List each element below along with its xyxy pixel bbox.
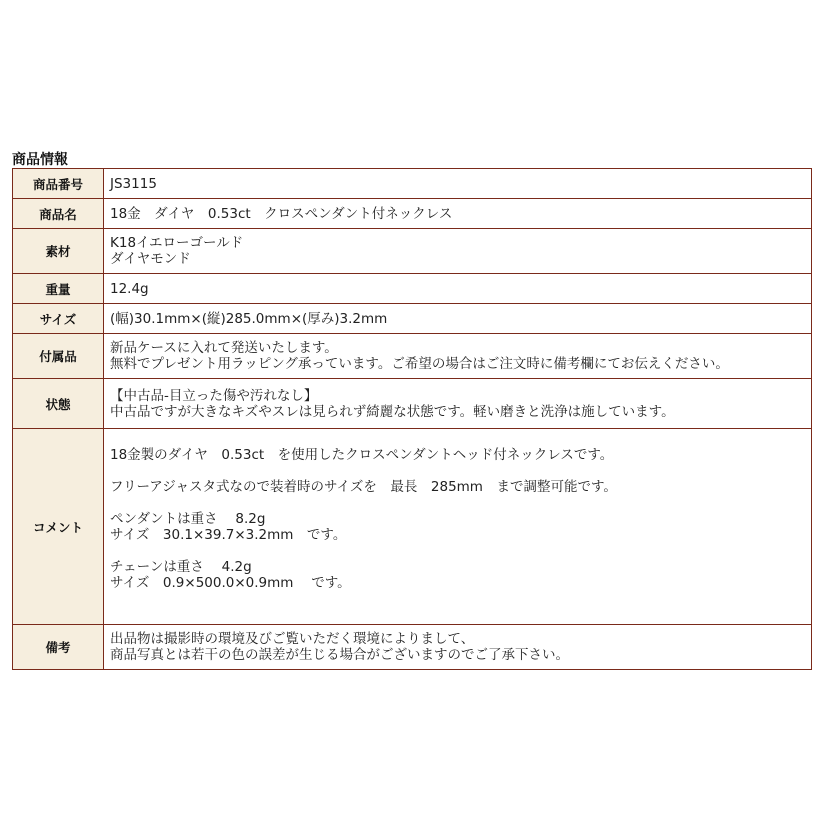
material-value [104,229,812,274]
row-label: 素材 [13,229,104,274]
row-label: 付属品 [13,334,104,379]
condition-value [104,379,812,429]
condition-line: 【中古品-目立った傷や汚れなし】 [110,387,318,404]
table-row [13,199,812,229]
accessories-line: 新品ケースに入れて発送いたします。 [110,340,338,356]
product-number: JS3115 [104,169,812,199]
comment-line: チェーンは重さ 4.2g [110,559,252,575]
table-row [13,169,812,199]
table-row [13,334,812,379]
table-row [13,625,812,670]
comment-line: ペンダントは重さ 8.2g [110,511,266,527]
comment-line: サイズ 0.9×500.0×0.9mm です。 [110,575,351,591]
remarks-line: 商品写真とは若干の色の誤差が生じる場合がございますのでご了承下さい。 [110,647,569,663]
table-row [13,304,812,334]
row-label: 備考 [13,625,104,670]
section-title: 商品情報 [12,152,68,168]
comment-line: 18金製のダイヤ 0.53ct を使用したクロスペンダントヘッド付ネックレスです。 [110,447,614,463]
row-label: サイズ [13,304,104,334]
accessories-value [104,334,812,379]
row-label: 状態 [13,379,104,429]
row-label: 商品名 [13,199,104,229]
weight-value: 12.4g [104,274,812,304]
material-line: ダイヤモンド [110,251,191,267]
remarks-line: 出品物は撮影時の環境及びご覧いただく環境によりまして、 [110,631,475,647]
comment-line: サイズ 30.1×39.7×3.2mm です。 [110,527,347,543]
size-value: (幅)30.1mm×(縦)285.0mm×(厚み)3.2mm [104,304,812,334]
table-row [13,274,812,304]
product-name: 18金 ダイヤ 0.53ct クロスペンダント付ネックレス [104,199,812,229]
row-label: 商品番号 [13,169,104,199]
table-row [13,229,812,274]
table-row [13,429,812,625]
product-info-table [12,168,812,670]
row-label: 重量 [13,274,104,304]
accessories-line: 無料でプレゼント用ラッピング承っています。ご希望の場合はご注文時に備考欄にてお伝えください。 [110,356,729,372]
remarks-value [104,625,812,670]
condition-line: 中古品ですが大きなキズやスレは見られず綺麗な状態です。軽い磨きと洗浄は施しています。 [110,403,675,420]
comment-value [104,429,812,625]
comment-line: フリーアジャスタ式なので装着時のサイズを 最長 285mm まで調整可能です。 [110,479,617,495]
material-line: K18イエローゴールド [110,235,244,251]
row-label: コメント [13,429,104,625]
table-row [13,379,812,429]
